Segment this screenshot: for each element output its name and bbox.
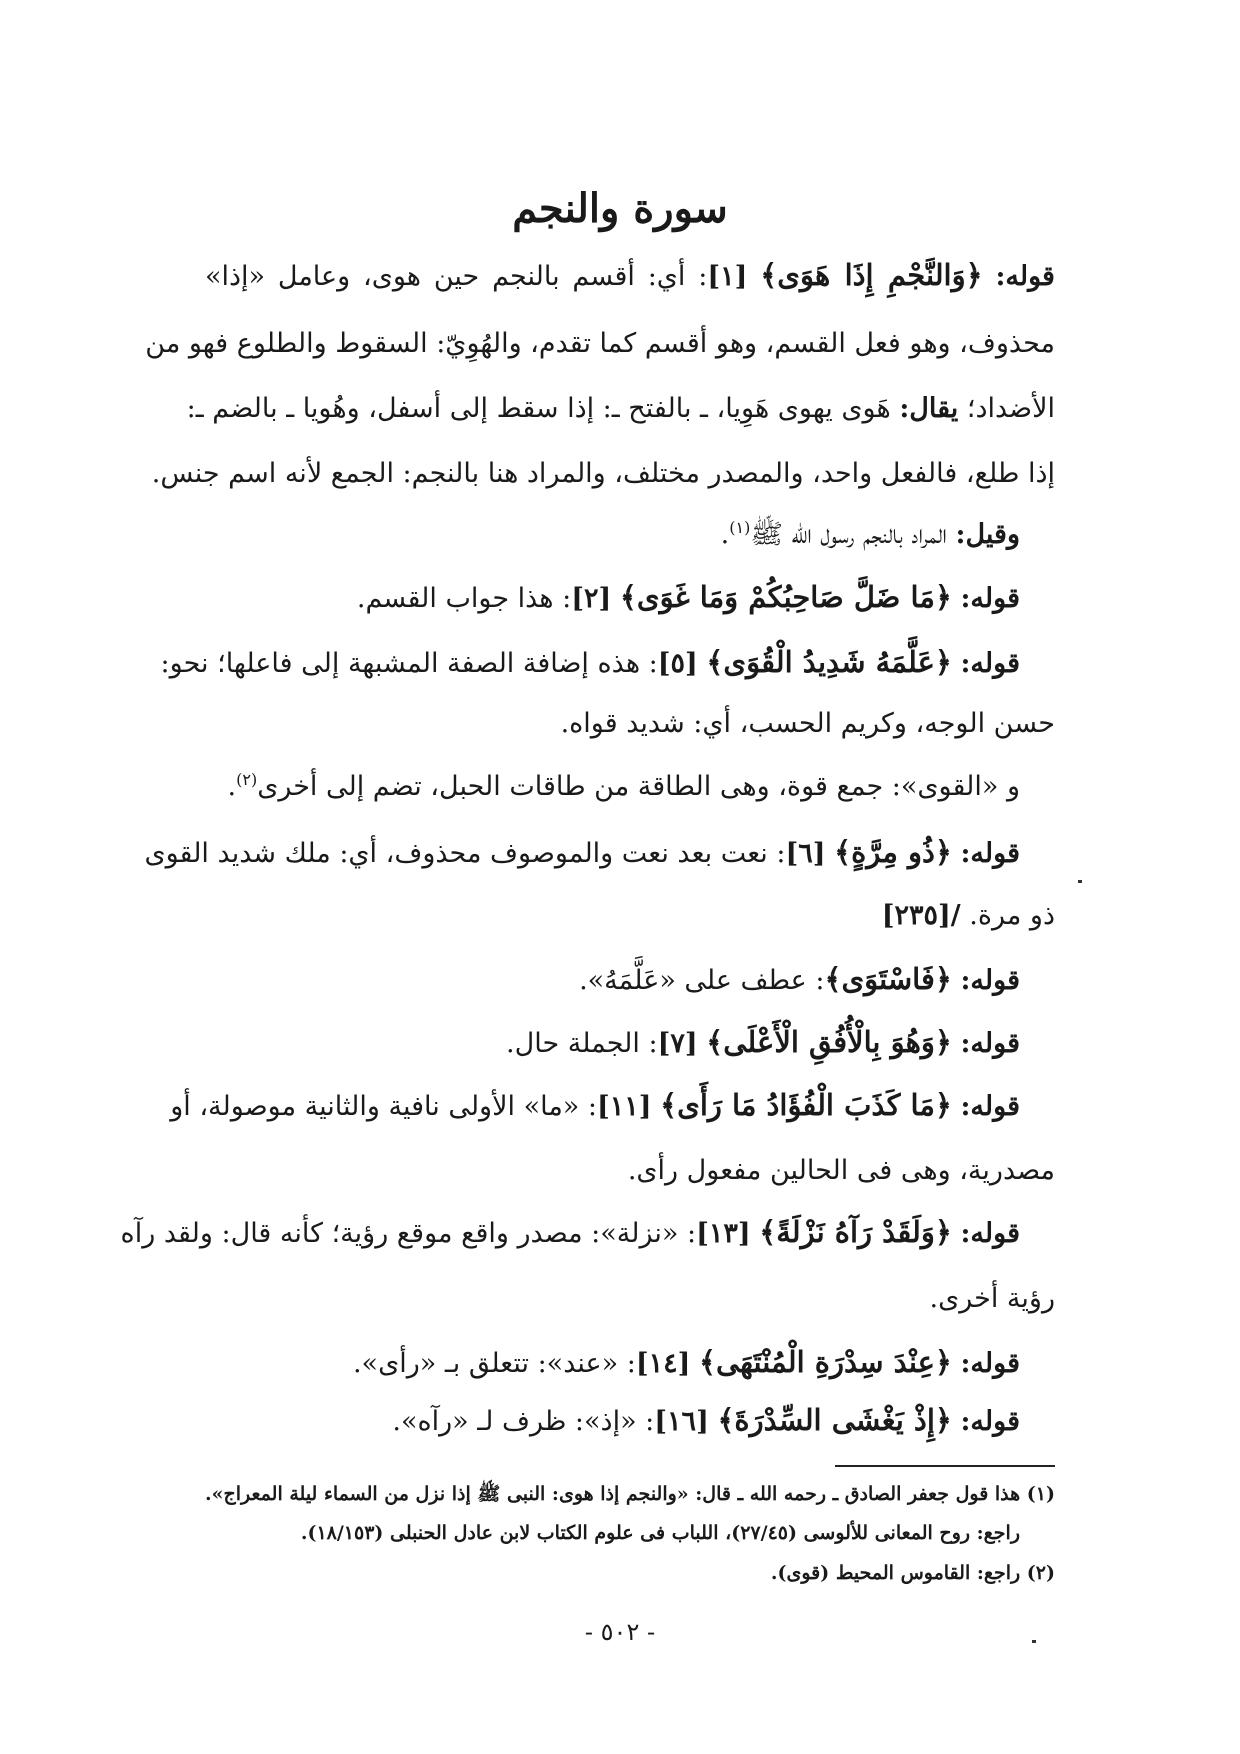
text-line — [186, 393, 1055, 425]
line-label: يقال: — [899, 393, 959, 424]
line-text: : هذه إضافة الصفة المشبهة إلى فاعلها؛ نحو: — [160, 648, 658, 679]
line-text: : «نزلة»: مصدر واقع موقع رؤية؛ كأنه قال: ولقد رآه — [120, 1218, 697, 1249]
verse-number: [١] — [707, 261, 748, 292]
scan-speck — [1078, 880, 1082, 883]
text-line — [721, 518, 1020, 551]
text-line — [882, 900, 1055, 932]
footnote: (١) هذا قول جعفر الصادق ـ رحمه الله ـ قال: «والنجم إذا هوى: النبى ﷺ إذا نزل من السماء ليلة المعراج». — [205, 1483, 1055, 1505]
text-line — [628, 1155, 1055, 1187]
quran-verse: ﴿وَالنَّجْمِ إِذَا هَوَى﴾ — [760, 258, 983, 292]
verse-number: [١١] — [596, 1091, 652, 1122]
line-text: : أي: أقسم بالنجم حين هوى، وعامل «إذا» — [205, 261, 708, 292]
text-line — [228, 770, 1021, 803]
footnote-marker: (٢) — [236, 770, 258, 789]
text-line — [152, 458, 1055, 490]
line-text: المراد بالنجم رسول الله ﷺ — [750, 519, 947, 550]
line-prefix: الأضداد؛ — [966, 393, 1055, 424]
quran-verse: ﴿ذُو مِرَّةٍ﴾ — [834, 835, 952, 869]
text-line — [561, 708, 1055, 740]
line-label: قوله: — [960, 1091, 1020, 1122]
text-line — [144, 835, 1020, 870]
quran-verse: ﴿إِذْ يَغْشَى السِّدْرَةَ﴾ — [717, 1403, 952, 1437]
line-end: . — [227, 771, 237, 802]
line-label: قوله: — [960, 965, 1020, 996]
line-label: قوله: — [960, 1218, 1020, 1249]
verse-number: [٧] — [657, 1028, 698, 1059]
line-label: وقيل: — [955, 519, 1020, 550]
text-line — [357, 580, 1020, 615]
line-text: إذا طلع، فالفعل واحد، والمصدر مختلف، والمراد هنا بالنجم: الجمع لأنه اسم جنس. — [151, 458, 1055, 489]
verse-number: [٢] — [571, 583, 612, 614]
line-label: قوله: — [960, 583, 1020, 614]
page-reference: /[٢٣٥] — [881, 900, 961, 931]
line-text: مصدرية، وهى فى الحالين مفعول رأى. — [627, 1155, 1055, 1186]
quran-verse: ﴿مَا ضَلَّ صَاحِبُكُمْ وَمَا غَوَى﴾ — [619, 580, 952, 614]
quran-verse: ﴿عَلَّمَهُ شَدِيدُ الْقُوَى﴾ — [706, 645, 952, 679]
line-text: : نعت بعد نعت والموصوف محذوف، أي: ملك شديد القوى — [144, 838, 786, 869]
line-label: قوله: — [960, 1406, 1020, 1437]
verse-number: [١٣] — [696, 1218, 751, 1249]
line-end: . — [720, 519, 730, 550]
text-line — [353, 1345, 1020, 1380]
line-text: رؤية أخرى. — [929, 1283, 1055, 1314]
surah-title: سورة والنجم — [512, 185, 728, 232]
scan-speck — [1032, 1640, 1036, 1643]
footnote-separator — [835, 1465, 1055, 1467]
line-text: حسن الوجه، وكريم الحسب، أي: شديد قواه. — [560, 708, 1055, 739]
text-line — [145, 328, 1055, 360]
footnote: راجع: روح المعانى للألوسى (٢٧/٤٥)، اللباب فى علوم الكتاب لابن عادل الحنبلى (١٨/١٥٣). — [300, 1522, 1020, 1544]
quran-verse: ﴿عِنْدَ سِدْرَةِ الْمُنْتَهَى﴾ — [699, 1345, 952, 1379]
text-line — [506, 1025, 1020, 1060]
text-line — [205, 258, 1055, 293]
line-text: و «القوى»: جمع قوة، وهى الطاقة من طاقات الحبل، تضم إلى أخرى — [257, 771, 1020, 802]
text-line — [579, 962, 1020, 997]
line-label: قوله: — [960, 1028, 1020, 1059]
line-text: : عطف على «عَلَّمَهُ». — [579, 965, 825, 996]
quran-verse: ﴿مَا كَذَبَ الْفُؤَادُ مَا رَأَى﴾ — [660, 1088, 952, 1122]
verse-number: [٦] — [785, 838, 826, 869]
text-line — [930, 1283, 1055, 1315]
line-text: محذوف، وهو فعل القسم، وهو أقسم كما تقدم، والهُوِيّ: السقوط والطلوع فهو من — [145, 328, 1055, 359]
text-line — [170, 1088, 1020, 1123]
line-text: : «ما» الأولى نافية والثانية موصولة، أو — [170, 1091, 597, 1122]
line-label: قوله: — [995, 261, 1055, 292]
footnote: (٢) راجع: القاموس المحيط (قوى). — [770, 1562, 1055, 1584]
verse-number: [١٦] — [654, 1406, 709, 1437]
footnote-marker: (١) — [729, 518, 751, 537]
line-text: ذو مرة. — [969, 900, 1055, 931]
line-text: : «إذ»: ظرف لـ «رآه». — [392, 1406, 655, 1437]
line-label: قوله: — [960, 838, 1020, 869]
text-line — [392, 1403, 1020, 1438]
line-text: هَوى يهوى هَوِيا، ـ بالفتح ـ: إذا سقط إلى أسفل، وهُويا ـ بالضم ـ: — [186, 393, 891, 424]
quran-verse: ﴿وَهُوَ بِالْأُفُقِ الْأَعْلَى﴾ — [706, 1025, 952, 1059]
line-label: قوله: — [960, 1348, 1020, 1379]
verse-number: [٥] — [657, 648, 698, 679]
quran-verse: ﴿فَاسْتَوَى﴾ — [824, 962, 952, 996]
line-label: قوله: — [960, 648, 1020, 679]
line-text: : هذا جواب القسم. — [356, 583, 572, 614]
line-text: : «عند»: تتعلق بـ «رأى». — [352, 1348, 636, 1379]
verse-number: [١٤] — [635, 1348, 691, 1379]
page-number: - ٥٠٢ - — [584, 1618, 656, 1646]
text-line — [160, 645, 1020, 680]
text-line — [120, 1215, 1020, 1250]
line-text: : الجملة حال. — [506, 1028, 658, 1059]
quran-verse: ﴿وَلَقَدْ رَآهُ نَزْلَةً﴾ — [759, 1215, 952, 1249]
